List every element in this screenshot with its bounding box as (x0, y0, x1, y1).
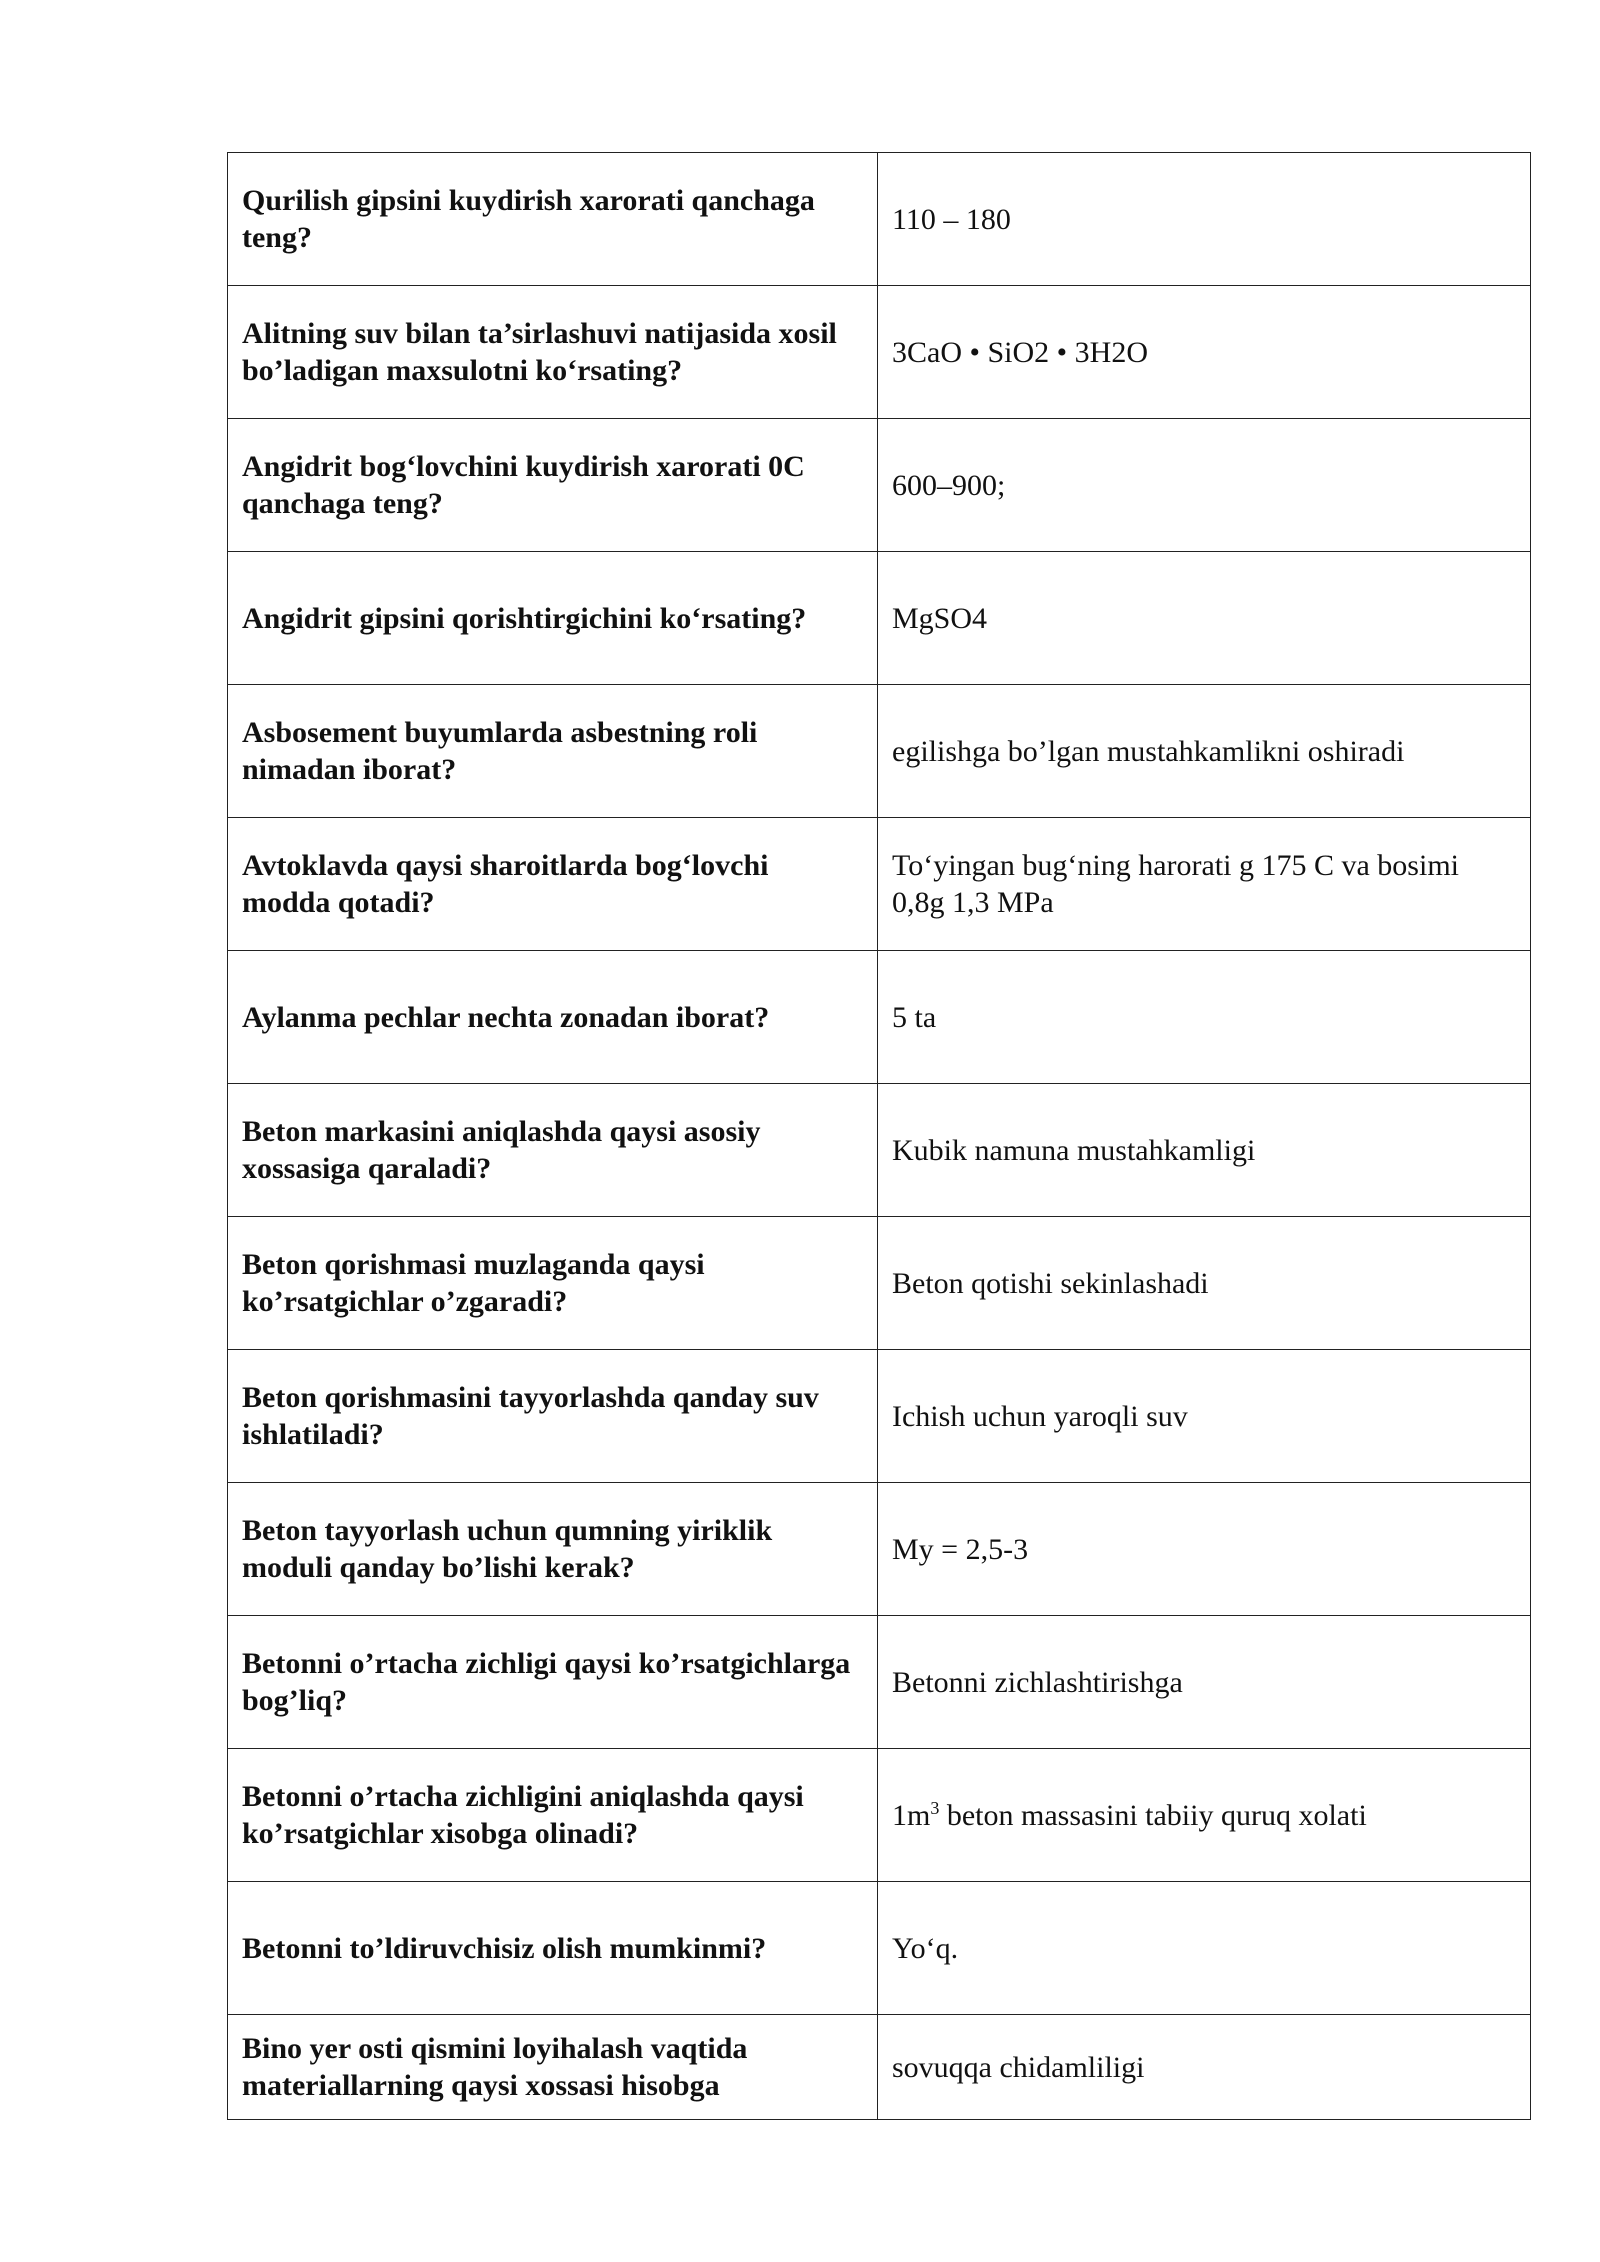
question-cell: Angidrit bog‘lovchini kuydirish xarorati 0C qanchaga teng? (228, 419, 878, 552)
question-cell: Qurilish gipsini kuydirish xarorati qanchaga teng? (228, 153, 878, 286)
answer-cell: To‘yingan bug‘ning harorati g 175 C va bosimi 0,8g 1,3 MPa (878, 818, 1531, 951)
answer-cell: sovuqqa chidamliligi (878, 2015, 1531, 2120)
table-row (228, 2015, 1531, 2120)
table-row (228, 1350, 1531, 1483)
answer-cell: Yo‘q. (878, 1882, 1531, 2015)
answer-prefix: 1m (892, 1798, 931, 1832)
answer-cell: Beton qotishi sekinlashadi (878, 1217, 1531, 1350)
table-row (228, 1084, 1531, 1217)
table-row (228, 1616, 1531, 1749)
question-cell: Angidrit gipsini qorishtirgichini ko‘rsating? (228, 552, 878, 685)
table-row (228, 1483, 1531, 1616)
question-cell: Betonni o’rtacha zichligini aniqlashda qaysi ko’rsatgichlar xisobga olinadi? (228, 1749, 878, 1882)
question-cell: Alitning suv bilan ta’sirlashuvi natijasida xosil bo’ladigan maxsulotni ko‘rsating? (228, 286, 878, 419)
question-cell: Aylanma pechlar nechta zonadan iborat? (228, 951, 878, 1084)
question-cell: Beton qorishmasini tayyorlashda qanday suv ishlatiladi? (228, 1350, 878, 1483)
table-row (228, 1749, 1531, 1882)
question-cell: Avtoklavda qaysi sharoitlarda bog‘lovchi modda qotadi? (228, 818, 878, 951)
table-row (228, 951, 1531, 1084)
qa-table (227, 152, 1531, 2120)
table-row (228, 818, 1531, 951)
question-cell: Betonni o’rtacha zichligi qaysi ko’rsatgichlarga bog’liq? (228, 1616, 878, 1749)
question-cell: Beton qorishmasi muzlaganda qaysi ko’rsatgichlar o’zgaradi? (228, 1217, 878, 1350)
table-row (228, 552, 1531, 685)
answer-cell (878, 1749, 1531, 1882)
table-row (228, 419, 1531, 552)
answer-cell: My = 2,5-3 (878, 1483, 1531, 1616)
answer-superscript: 3 (930, 1797, 940, 1818)
table-row (228, 286, 1531, 419)
answer-cell: 5 ta (878, 951, 1531, 1084)
table-row (228, 153, 1531, 286)
answer-cell: 600–900; (878, 419, 1531, 552)
answer-cell: 3CaO • SiO2 • 3H2O (878, 286, 1531, 419)
question-cell: Asbosement buyumlarda asbestning roli nimadan iborat? (228, 685, 878, 818)
answer-cell: 110 – 180 (878, 153, 1531, 286)
answer-cell: egilishga bo’lgan mustahkamlikni oshiradi (878, 685, 1531, 818)
table-row (228, 1217, 1531, 1350)
answer-suffix: beton massasini tabiiy quruq xolati (939, 1798, 1367, 1832)
question-cell: Betonni to’ldiruvchisiz olish mumkinmi? (228, 1882, 878, 2015)
answer-cell: Betonni zichlashtirishga (878, 1616, 1531, 1749)
table-row (228, 685, 1531, 818)
question-cell: Beton markasini aniqlashda qaysi asosiy xossasiga qaraladi? (228, 1084, 878, 1217)
answer-cell: Kubik namuna mustahkamligi (878, 1084, 1531, 1217)
answer-cell: Ichish uchun yaroqli suv (878, 1350, 1531, 1483)
table-row (228, 1882, 1531, 2015)
question-cell: Beton tayyorlash uchun qumning yiriklik moduli qanday bo’lishi kerak? (228, 1483, 878, 1616)
qa-table-body (228, 153, 1531, 2120)
question-cell: Bino yer osti qismini loyihalash vaqtida materiallarning qaysi xossasi hisobga (228, 2015, 878, 2120)
answer-cell: MgSO4 (878, 552, 1531, 685)
